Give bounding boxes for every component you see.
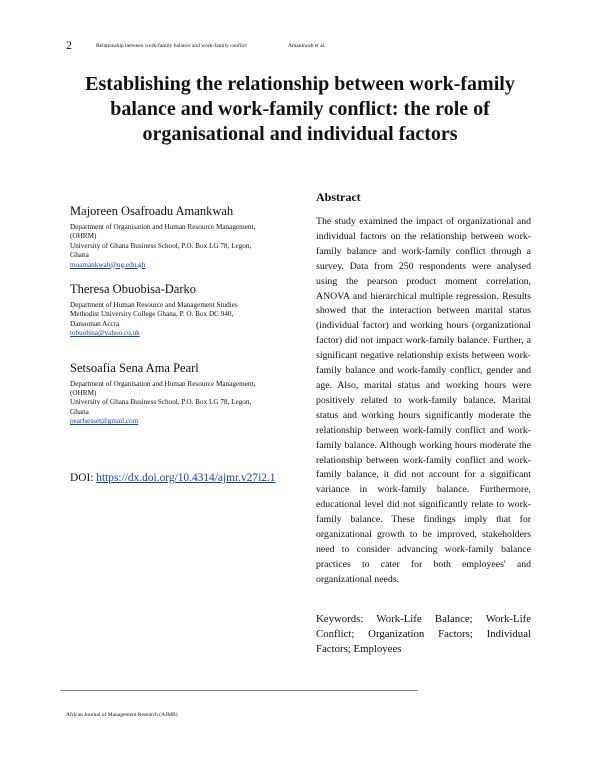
- author-name: Theresa Obuobisa-Darko: [70, 282, 196, 297]
- affiliation-line: (OHRM): [70, 389, 97, 398]
- author-name: Majoreen Osafroadu Amankwah: [70, 204, 234, 218]
- authors-column: [70, 204, 282, 439]
- affiliation-line: Ghana: [70, 407, 89, 416]
- abstract-text: The study examined the impact of organizational and individual factors on the relationship between work-family balance and work-family conflict through a survey. Data from 250 respondents were analysed using the pearson product moment correlation, ANOVA and hierarchical multiple regression. Results showed that the interaction between marital status (individual factor) and working hours (organizational factor) did not impact work-family balance. Further, a significant negative relationship exists between work-family balance and work-family conflict, gender and age. Also, marital status and working hours were positively related to work-family balance. Marital status and working hours significantly moderate the relationship between work-family conflict and work-family balance. Although working hours moderate the relationship between work-family conflict and work-family balance, it did not account for a significant variance in work-family balance. Furthermore, educational level did not significantly relate to work-family balance. These findings imply that for organizational growth to be improved, stakeholders need to consider advancing work-family balance practices to cater for both employees' and organizational needs.: [316, 216, 531, 585]
- author-email-link[interactable]: pearlsesset@gmail.com: [70, 417, 139, 426]
- page-number: 2: [66, 38, 72, 52]
- affiliation-line: University of Ghana Business School, P.O. Box LG 78, Legon,: [70, 241, 252, 250]
- running-header: [66, 38, 546, 54]
- running-title: Relationship between work-family balance and work-family conflict: [96, 43, 247, 49]
- author-email-link[interactable]: moamankwah@ug.edu.gh: [70, 260, 146, 269]
- paper-title: Establishing the relationship between work-family balance and work-family conflict: the role of organisational and individual factors: [85, 73, 515, 145]
- journal-footer: African Journal of Management Research (AJMR): [66, 712, 178, 718]
- footer-divider: [60, 690, 418, 691]
- author-name: Setsoafia Sena Ama Pearl: [70, 360, 199, 375]
- abstract-column: [316, 190, 531, 657]
- affiliation-line: Department of Human Resource and Management Studies: [70, 301, 238, 310]
- affiliation-line: Dansoman Accra: [70, 319, 120, 328]
- running-author: Amankwah et al.: [288, 43, 326, 49]
- affiliation-line: Department of Organisation and Human Resource Management,: [70, 379, 256, 388]
- author-block: [70, 204, 282, 270]
- keywords: Keywords: Work-Life Balance; Work-Life Conflict; Organization Factors; Individual Factors; Employees: [316, 612, 531, 655]
- affiliation-line: (OHRM): [70, 232, 97, 241]
- doi-link[interactable]: https://dx.doi.org/10.4314/ajmr.v27i2.1: [96, 472, 276, 484]
- author-email-link[interactable]: tobuobisa@yahoo.co.uk: [70, 329, 140, 338]
- affiliation-line: Methodist University College Ghana, P. O. Box DC 940,: [70, 310, 234, 319]
- affiliation-line: Ghana: [70, 251, 89, 260]
- doi-line: [70, 472, 275, 484]
- affiliation-line: Department of Organisation and Human Resource Management,: [70, 223, 256, 231]
- doi-label: DOI:: [70, 472, 94, 484]
- author-block: [70, 282, 282, 339]
- affiliation-line: University of Ghana Business School, P.O. Box LG 78, Legon,: [70, 398, 252, 407]
- abstract-heading: Abstract: [316, 190, 361, 204]
- author-block: [70, 361, 282, 427]
